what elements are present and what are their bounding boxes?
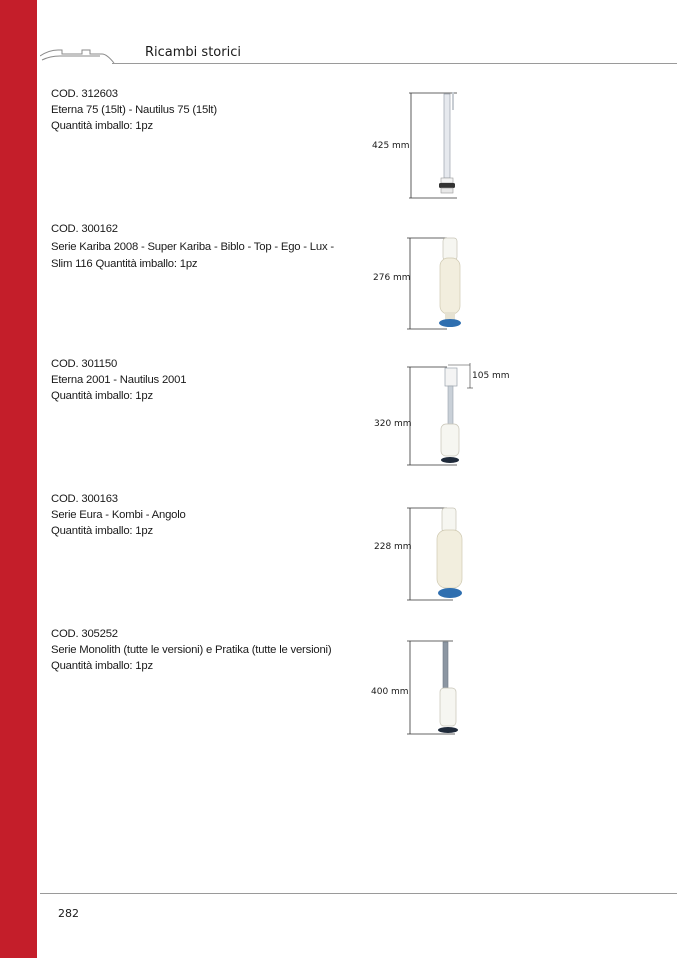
height-dimension-label: 425 mm (372, 141, 410, 151)
page-number: 282 (58, 907, 79, 920)
header-rule (112, 63, 677, 64)
product-description: Serie Eura - Kombi - Angolo (51, 509, 186, 521)
height-dimension-label: 276 mm (373, 273, 411, 283)
product-description: Eterna 2001 - Nautilus 2001 (51, 374, 187, 386)
product-entry (51, 356, 186, 404)
product-code: COD. 305252 (51, 628, 118, 640)
product-entry (51, 626, 331, 674)
height-dimension-label: 228 mm (374, 542, 412, 552)
product-drawing-300162 (355, 234, 525, 334)
product-entry (51, 221, 341, 272)
footer-rule (40, 893, 677, 894)
width-dimension-label: 105 mm (472, 371, 510, 381)
height-dimension-label: 320 mm (374, 419, 412, 429)
product-entry (51, 491, 186, 539)
product-packaging: Quantità imballo: 1pz (51, 660, 153, 672)
product-packaging: Quantità imballo: 1pz (51, 525, 153, 537)
product-code: COD. 300163 (51, 493, 118, 505)
height-dimension-label: 400 mm (371, 687, 409, 697)
product-description: Eterna 75 (15lt) - Nautilus 75 (15lt) (51, 104, 217, 116)
product-description: Serie Kariba 2008 - Super Kariba - Biblo - Top - Ego - Lux - Slim 116 Quantità imballo: 1pz (51, 241, 334, 270)
product-entry (51, 86, 217, 134)
product-description: Serie Monolith (tutte le versioni) e Pratika (tutte le versioni) (51, 644, 332, 656)
product-packaging: Quantità imballo: 1pz (51, 120, 153, 132)
brand-side-band (0, 0, 37, 958)
product-code: COD. 300162 (51, 223, 118, 235)
section-title: Ricambi storici (145, 45, 241, 60)
product-drawing-300163 (355, 502, 525, 606)
product-code: COD. 301150 (51, 358, 118, 370)
product-packaging: Quantità imballo: 1pz (51, 390, 153, 402)
product-code: COD. 312603 (51, 88, 118, 100)
header-wave-ornament (40, 42, 115, 66)
